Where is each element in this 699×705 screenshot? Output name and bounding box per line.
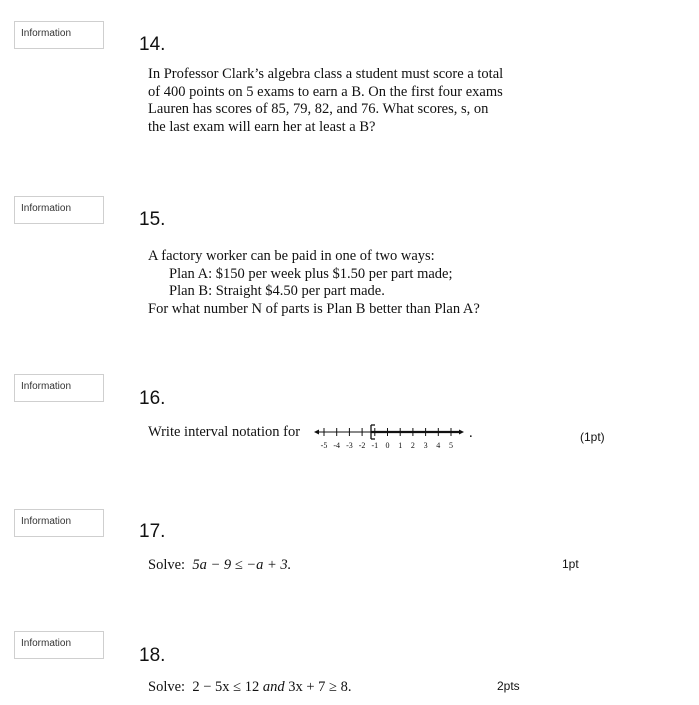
question-number: 14. [139, 34, 166, 55]
inequality-expression: 5a − 9 ≤ −a + 3. [192, 557, 292, 573]
tick-label: 0 [385, 441, 390, 450]
question-text [148, 679, 351, 697]
question-text [148, 248, 480, 318]
tick-label: -3 [346, 441, 353, 450]
number-line-graphic [314, 421, 466, 451]
information-badge[interactable]: Information [14, 509, 104, 537]
text-line: Plan B: Straight $4.50 per part made. [169, 283, 385, 299]
inequality-expression-1: 2 − 5x ≤ 12 [192, 679, 260, 695]
tick-label: -4 [333, 441, 341, 450]
question-number: 17. [139, 521, 166, 542]
question-prompt: Write interval notation for [148, 424, 301, 440]
text-line: of 400 points on 5 exams to earn a B. On the first four exams [148, 83, 503, 100]
solve-label: Solve: [148, 557, 186, 573]
tick-label: 2 [410, 441, 415, 450]
right-arrow-icon [459, 430, 464, 435]
text-line: A factory worker can be paid in one of two ways: [148, 248, 435, 264]
tick-label: 1 [398, 441, 403, 450]
tick-label: 4 [436, 441, 441, 450]
points-label: 1pt [562, 557, 579, 571]
text-line: In Professor Clark’s algebra class a student must score a total [148, 66, 504, 82]
tick-label: -1 [371, 441, 379, 450]
tick-label: -5 [320, 441, 328, 450]
prompt-period: . [469, 425, 473, 441]
information-badge[interactable]: Information [14, 374, 104, 402]
tick-label: 3 [423, 441, 428, 450]
solve-label: Solve: [148, 679, 186, 695]
question-number: 18. [139, 645, 166, 666]
question-text [148, 557, 291, 575]
tick-label: -2 [358, 441, 366, 450]
text-line: Lauren has scores of 85, 79, 82, and 76. What scores, s, on [148, 101, 489, 117]
text-line: For what number N of parts is Plan B better than Plan A? [148, 300, 480, 317]
question-text [148, 66, 503, 136]
question-number: 15. [139, 209, 166, 230]
question-number: 16. [139, 388, 166, 409]
points-label: 2pts [497, 679, 520, 693]
information-badge[interactable]: Information [14, 631, 104, 659]
left-arrow-icon [314, 430, 319, 435]
inequality-expression-2: 3x + 7 ≥ 8. [288, 679, 352, 695]
text-line: the last exam will earn her at least a B? [148, 118, 376, 135]
information-badge[interactable]: Information [14, 196, 104, 224]
text-line: Plan A: $150 per week plus $1.50 per part made; [169, 265, 453, 282]
points-label: (1pt) [580, 430, 605, 444]
conjunction-text: and [262, 679, 285, 695]
information-badge[interactable]: Information [14, 21, 104, 49]
tick-label: 5 [449, 441, 453, 450]
